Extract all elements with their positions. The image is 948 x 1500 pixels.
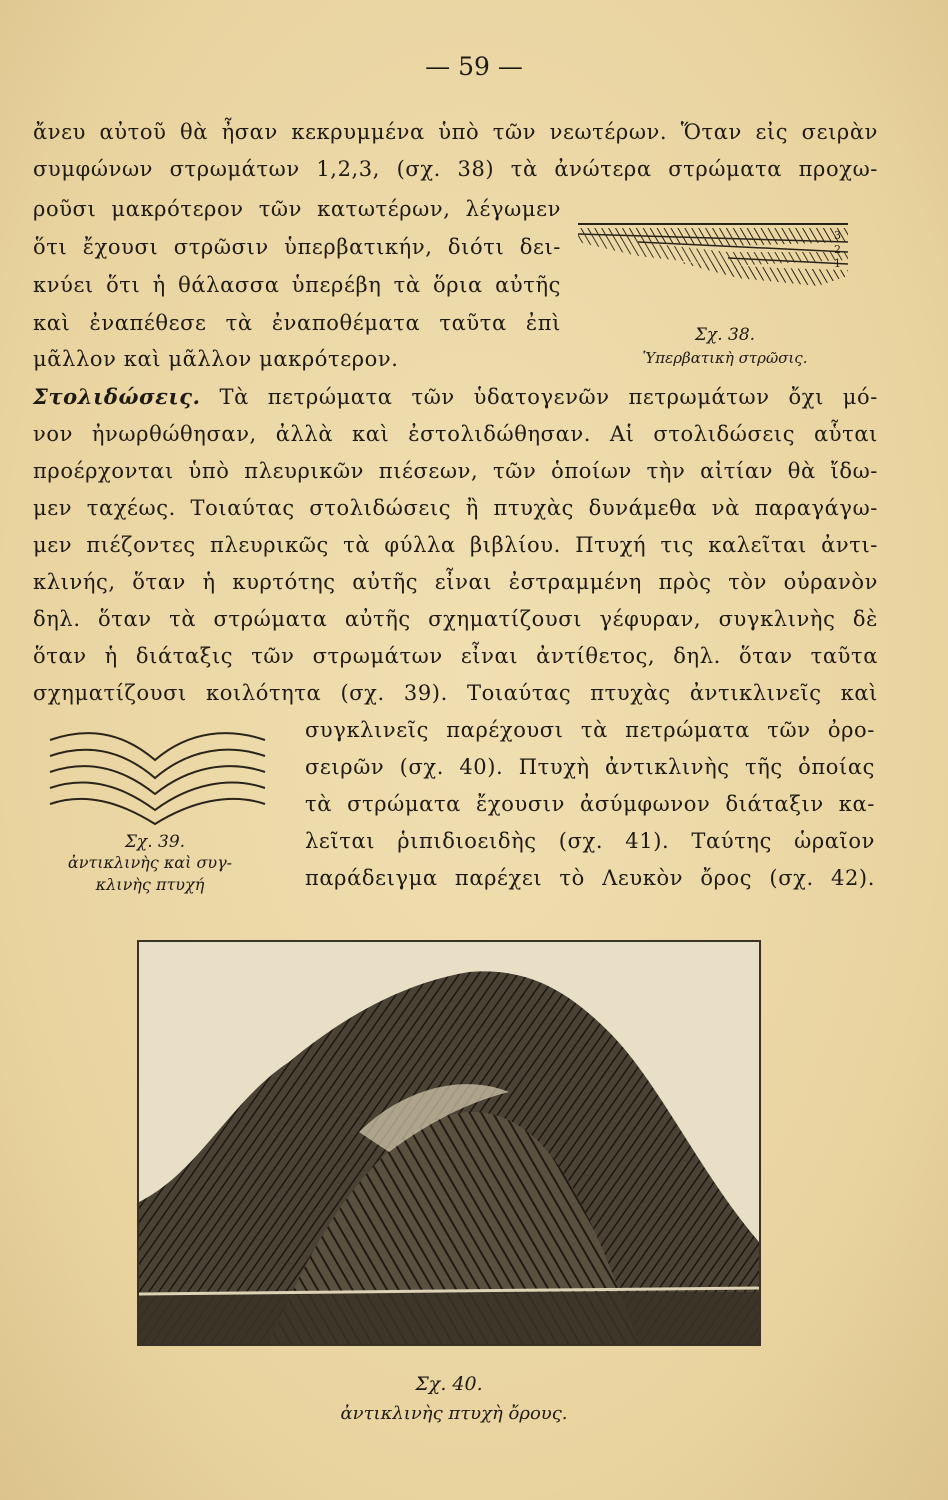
figure-39-label: Σχ. 39. xyxy=(124,832,186,852)
layer-number-1: 1 xyxy=(834,257,841,270)
text-span: Τὰ πετρώματα τῶν ὑδατογενῶν πετρωμάτων ὄχι μό- xyxy=(219,385,878,409)
text-line: μᾶλλον καὶ μᾶλλον μακρότερον. xyxy=(33,347,399,371)
layer-number-2: 2 xyxy=(834,243,841,256)
text-line: νον ἠνωρθώθησαν, ἀλλὰ καὶ ἐστολιδώθησαν. Αἱ στολιδώσεις αὗται xyxy=(33,422,878,446)
text-line: μεν ταχέως. Τοιαύτας στολιδώσεις ἢ πτυχὰς δυνάμεθα νὰ παραγάγω- xyxy=(33,496,878,520)
text-line: λεῖται ῥιπιδιοειδὴς (σχ. 41). Ταύτης ὡραῖον xyxy=(305,829,875,853)
text-line: τὰ στρώματα ἔχουσιν ἀσύμφωνον διάταξιν κα- xyxy=(305,792,875,816)
text-line: ἄνευ αὐτοῦ θὰ ἦσαν κεκρυμμένα ὑπὸ τῶν νεωτέρων. Ὅταν εἰς σειρὰν xyxy=(33,120,878,144)
text-line: κνύει ὅτι ἡ θάλασσα ὑπερέβη τὰ ὅρια αὐτῆς xyxy=(33,273,561,297)
text-line: σειρῶν (σχ. 40). Πτυχὴ ἀντικλινὴς τῆς ὁποίας xyxy=(305,755,875,779)
figure-38-diagram xyxy=(578,212,863,294)
text-line: ὅταν ἡ διάταξις τῶν στρωμάτων εἶναι ἀντίθετος, δηλ. ὅταν ταῦτα xyxy=(33,644,878,668)
layer-number-3: 3 xyxy=(834,229,841,242)
figure-40-caption: ἀντικλινὴς πτυχὴ ὄρους. xyxy=(340,1403,568,1424)
figure-39-caption-line: ἀντικλινὴς καὶ συγ- xyxy=(67,853,233,872)
text-line: σχηματίζουσι κοιλότητα (σχ. 39). Τοιαύτας πτυχὰς ἀντικλινεῖς καὶ xyxy=(33,681,878,705)
text-line: ροῦσι μακρότερον τῶν κατωτέρων, λέγωμεν xyxy=(33,197,561,221)
text-line: κλινής, ὅταν ἡ κυρτότης αὐτῆς εἶναι ἐστραμμένη πρὸς τὸν οὐρανὸν xyxy=(33,570,878,594)
figure-38-label: Σχ. 38. xyxy=(694,325,756,345)
text-line: ὅτι ἔχουσι στρῶσιν ὑπερβατικήν, διότι δει- xyxy=(33,235,561,259)
text-line: παράδειγμα παρέχει τὸ Λευκὸν ὄρος (σχ. 42). xyxy=(305,866,875,890)
figure-40-photo xyxy=(137,940,761,1346)
figure-39-diagram xyxy=(45,728,270,828)
text-line: συγκλινεῖς παρέχουσι τὰ πετρώματα τῶν ὀρο- xyxy=(305,718,875,742)
text-line: συμφώνων στρωμάτων 1,2,3, (σχ. 38) τὰ ἀνώτερα στρώματα προχω- xyxy=(33,157,878,181)
text-line: προέρχονται ὑπὸ πλευρικῶν πιέσεων, τῶν ὁποίων τὴν αἰτίαν θὰ ἴδω- xyxy=(33,459,878,483)
figure-38-caption: Ὑπερβατικὴ στρῶσις. xyxy=(642,349,808,367)
figure-39-caption-line: κλινὴς πτυχή xyxy=(95,875,205,894)
text-line xyxy=(33,383,878,411)
text-line: καὶ ἐναπέθεσε τὰ ἐναποθέματα ταῦτα ἐπὶ xyxy=(33,311,561,335)
mountain-fold-image xyxy=(139,942,759,1344)
text-line: μεν πιέζοντες πλευρικῶς τὰ φύλλα βιβλίου. Πτυχή τις καλεῖται ἀντι- xyxy=(33,533,878,557)
figure-40-label: Σχ. 40. xyxy=(415,1373,483,1395)
text-line: δηλ. ὅταν τὰ στρώματα αὐτῆς σχηματίζουσι γέφυραν, συγκλινὴς δὲ xyxy=(33,607,878,631)
page-number: — 59 — xyxy=(425,52,523,81)
section-heading: Στολιδώσεις. xyxy=(33,384,201,409)
